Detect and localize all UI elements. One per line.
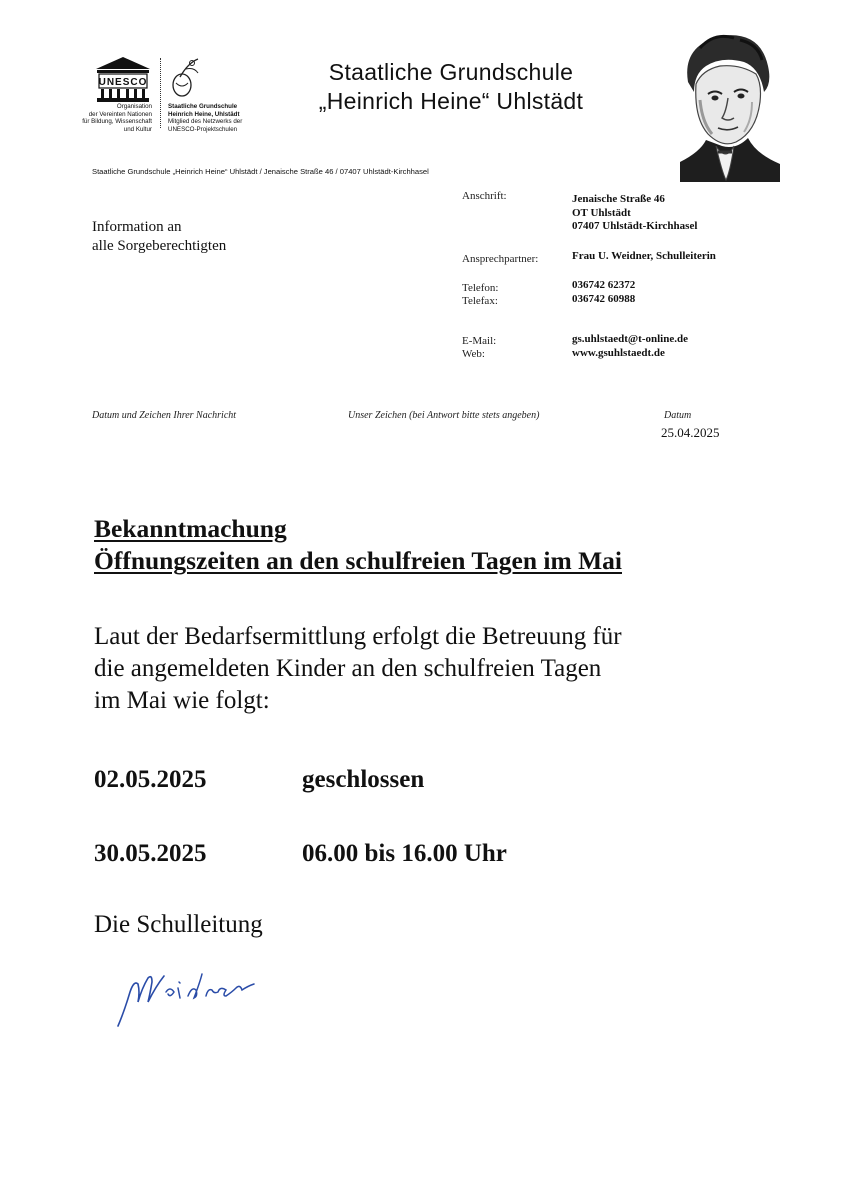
heinrich-heine-portrait	[660, 22, 790, 182]
phone-value: 036742 62372	[572, 279, 636, 291]
contact-person-value: Frau U. Weidner, Schulleiterin	[572, 250, 716, 262]
body-line: Laut der Bedarfsermittlung erfolgt die Betreuung für	[94, 623, 622, 650]
schedule-status: 06.00 bis 16.00 Uhr	[302, 840, 507, 867]
school-logo	[168, 55, 202, 101]
email-label: E-Mail:	[462, 335, 497, 347]
body-line: die angemeldeten Kinder an den schulfreien Tagen	[94, 655, 602, 682]
recipient-line: alle Sorgeberechtigten	[92, 238, 227, 254]
heading-line-1: Bekanntmachung	[94, 514, 287, 543]
fax-value: 036742 60988	[572, 293, 636, 305]
handwritten-signature	[108, 962, 278, 1032]
school-organisation-text: Staatliche Grundschule Heinrich Heine, Uhlstädt Mitglied des Netzwerks der UNESCO-Projektschulen	[168, 103, 243, 133]
schedule-date: 02.05.2025	[94, 766, 207, 793]
web-value: www.gsuhlstaedt.de	[572, 347, 665, 359]
address-label: Anschrift:	[462, 190, 507, 202]
email-value: gs.uhlstaedt@t-online.de	[572, 333, 688, 345]
school-title: Staatliche Grundschule „Heinrich Heine“ Uhlstädt	[318, 59, 584, 114]
heading-line-2: Öffnungszeiten an den schulfreien Tagen im Mai	[94, 546, 622, 575]
svg-text:UNESCO: UNESCO	[98, 77, 148, 88]
date-label: Datum	[664, 410, 692, 421]
unesco-logo	[92, 55, 154, 105]
announcement-body	[94, 621, 784, 717]
recipient-block	[92, 218, 226, 256]
unesco-organisation-text: Organisation der Vereinten Nationen für Bildung, Wissenschaft und Kultur	[82, 103, 152, 133]
schedule-status: geschlossen	[302, 766, 425, 793]
signer-label: Die Schulleitung	[94, 911, 263, 938]
schedule-date: 30.05.2025	[94, 840, 207, 867]
contact-person-label: Ansprechpartner:	[462, 253, 539, 265]
phone-label: Telefon:	[462, 282, 499, 294]
your-reference-label: Datum und Zeichen Ihrer Nachricht	[92, 410, 237, 421]
fax-label: Telefax:	[462, 295, 498, 307]
date-value: 25.04.2025	[661, 425, 720, 440]
web-label: Web:	[462, 348, 485, 360]
announcement-heading	[94, 513, 622, 577]
recipient-line: Information an	[92, 219, 182, 235]
body-line: im Mai wie folgt:	[94, 687, 270, 714]
header-divider	[160, 58, 163, 128]
our-reference-label: Unser Zeichen (bei Antwort bitte stets angeben)	[348, 410, 540, 421]
return-address: Staatliche Grundschule „Heinrich Heine“ Uhlstädt / Jenaische Straße 46 / 07407 Uhlstädt-Kirchhasel	[92, 167, 429, 176]
address-value: Jenaische Straße 46 OT Uhlstädt 07407 Uhlstädt-Kirchhasel	[572, 193, 698, 232]
